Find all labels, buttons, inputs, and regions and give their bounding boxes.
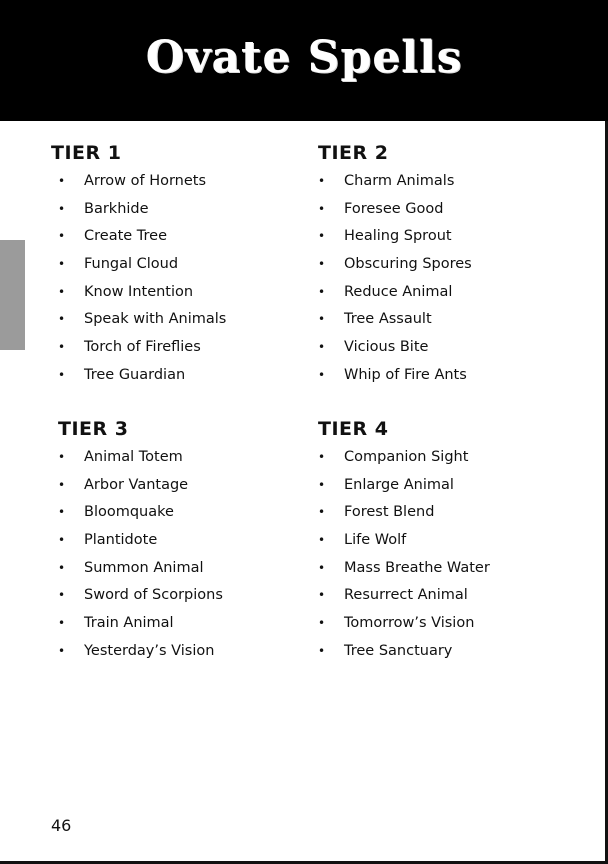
spell-name: Tree Assault [344,311,432,328]
spell-item [318,255,472,283]
bullet: • [58,616,66,631]
bullet: • [58,257,66,272]
spell-name: Barkhide [84,200,149,217]
spell-item [318,586,468,614]
spell-list [318,172,472,394]
spell-name: Obscuring Spores [344,256,472,273]
bullet: • [58,340,66,355]
bullet: • [318,284,326,299]
tier-1-section [51,142,227,394]
tier-3-section [58,418,223,670]
spell-item [58,559,204,587]
spell-name: Mass Breathe Water [344,559,490,576]
spell-name: Plantidote [84,532,158,549]
spell-name: Forest Blend [344,504,435,521]
spell-name: Torch of Fireflies [84,339,201,356]
spell-name: Healing Sprout [344,228,452,245]
spell-item [58,531,158,559]
spell-item [318,366,467,394]
bullet: • [58,588,66,603]
spell-name: Create Tree [84,228,167,245]
bullet: • [318,477,326,492]
spell-item [318,559,490,587]
spell-name: Sword of Scorpions [84,587,223,604]
spell-name: Train Animal [84,615,174,632]
spell-name: Yesterday’s Vision [84,642,215,659]
tier-heading: TIER 3 [58,418,129,440]
bullet: • [318,643,326,658]
bullet: • [58,284,66,299]
bullet: • [58,560,66,575]
spell-item [318,642,453,670]
spell-item [318,283,453,311]
spell-item [58,586,223,614]
bullet: • [58,201,66,216]
spell-name: Whip of Fire Ants [344,366,467,383]
spell-item [58,614,174,642]
bullet: • [58,174,66,188]
tier-4-section [318,418,490,670]
spell-item [318,200,444,228]
spell-item [318,476,454,504]
spell-item [51,200,149,228]
tier-2-section [318,142,472,394]
spell-item [51,227,167,255]
page-header [0,0,608,121]
bullet: • [58,367,66,382]
spell-item [58,476,189,504]
spell-name: Animal Totem [84,449,183,465]
bullet: • [318,367,326,382]
spell-name: Bloomquake [84,504,174,521]
bullet: • [318,588,326,603]
spell-item [51,310,227,338]
page-number: 46 [51,816,72,835]
spell-name: Vicious Bite [344,339,429,356]
spell-item [318,227,452,255]
bullet: • [318,229,326,244]
bullet: • [58,450,66,464]
spell-item [318,503,435,531]
bullet: • [318,533,326,548]
spell-item [318,172,455,200]
spell-item [318,448,469,476]
spell-name: Tree Sanctuary [344,642,453,659]
bullet: • [318,505,326,520]
spell-item [318,310,432,338]
page-title: Ovate Spells [145,32,463,83]
spell-name: Enlarge Animal [344,476,454,493]
spell-name: Tomorrow’s Vision [344,615,475,632]
bullet: • [318,616,326,631]
spell-name: Reduce Animal [344,283,453,300]
bullet: • [318,340,326,355]
bullet: • [318,257,326,272]
bullet: • [58,477,66,492]
bullet: • [318,174,326,188]
spell-name: Arrow of Hornets [84,173,207,189]
bullet: • [58,643,66,658]
spell-name: Know Intention [84,283,194,300]
spell-item [58,448,183,476]
spell-item [318,614,475,642]
tier-heading: TIER 4 [318,418,389,440]
bullet: • [58,505,66,520]
spell-item [58,642,215,670]
bullet: • [318,450,326,464]
tier-heading: TIER 1 [51,142,122,164]
bullet: • [318,201,326,216]
bullet: • [318,560,326,575]
spell-item [318,338,429,366]
spell-name: Arbor Vantage [84,476,189,493]
spell-name: Charm Animals [344,173,455,189]
spell-name: Tree Guardian [84,366,186,383]
bullet: • [58,533,66,548]
spell-item [51,255,179,283]
spell-name: Speak with Animals [84,311,227,328]
spell-name: Life Wolf [344,532,407,549]
spell-item [51,283,194,311]
spell-name: Foresee Good [344,200,444,217]
spell-list [318,448,490,670]
bullet: • [58,312,66,327]
bullet: • [318,312,326,327]
spell-item [318,531,407,559]
spell-name: Resurrect Animal [344,587,468,604]
spell-name: Companion Sight [344,449,469,465]
side-tab-marker [0,240,25,350]
spell-item [51,366,186,394]
spell-name: Summon Animal [84,559,204,576]
spell-list [51,172,227,394]
spell-item [58,503,174,531]
spell-item [51,338,201,366]
spell-list [58,448,223,670]
spell-item [51,172,207,200]
tier-heading: TIER 2 [318,142,389,164]
spell-name: Fungal Cloud [84,256,179,273]
bullet: • [58,229,66,244]
